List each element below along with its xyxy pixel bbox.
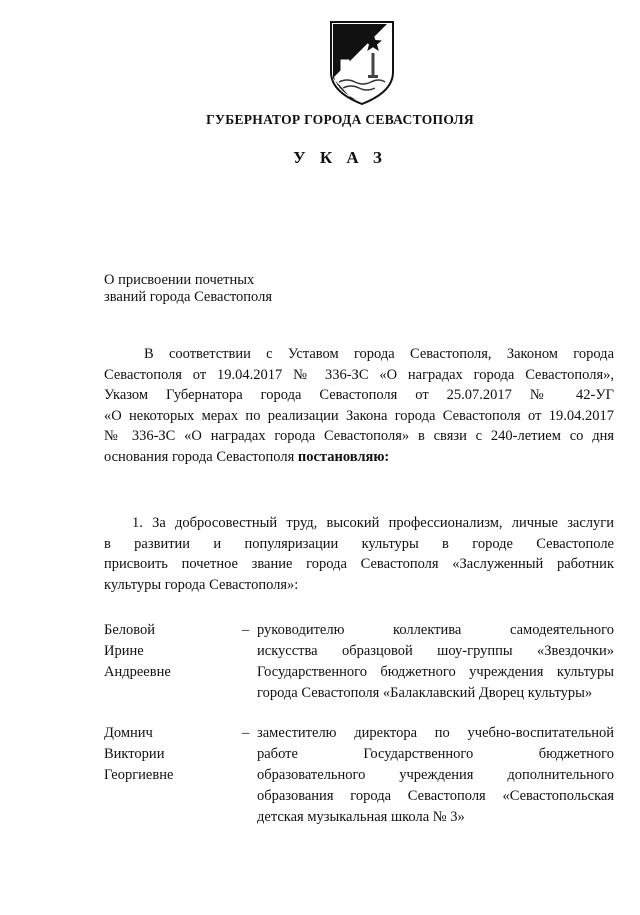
preamble-line: В соответствии с Уставом города Севастополя, Законом города xyxy=(144,346,614,362)
awardee-description xyxy=(257,723,614,828)
sevastopol-coat-of-arms-icon xyxy=(327,20,397,108)
awardee-dash: – xyxy=(242,725,250,741)
issuer-title: ГУБЕРНАТОР ГОРОДА СЕВАСТОПОЛЯ xyxy=(206,112,474,127)
preamble-line: Севастополя от 19.04.2017 № 336-ЗС «О наградах города Севастополя», xyxy=(104,366,614,383)
decree-subject xyxy=(104,272,272,306)
subject-line: О присвоении почетных xyxy=(104,272,255,288)
item-1-line: 1. За добросовестный труд, высокий профессионализм, личные заслуги xyxy=(132,515,614,531)
awardee-name xyxy=(104,620,234,683)
awardee-desc-line: заместителю директора по учебно-воспитательной xyxy=(257,725,614,741)
subject-line: званий города Севастополя xyxy=(104,289,273,305)
awardee-entry xyxy=(104,620,614,710)
item-1-line: в развитии и популяризации культуры в городе Севастополе xyxy=(104,535,614,552)
awardee-name-line: Виктории xyxy=(104,746,165,762)
awardee-name xyxy=(104,723,234,786)
document-type-title: У К А З xyxy=(293,148,387,167)
awardee-desc-line: искусства образцовой шоу-группы «Звездочки» xyxy=(257,643,614,659)
awardee-description xyxy=(257,620,614,704)
preamble-line: № 336-ЗС «О наградах города Севастополя» в связи с 240-летием со дня xyxy=(104,428,614,444)
operative-keyword-colon: : xyxy=(384,448,390,465)
awardee-name-line: Андреевне xyxy=(104,664,171,680)
awardee-name-line: Беловой xyxy=(104,622,156,638)
preamble-last-line xyxy=(104,447,614,468)
preamble-line: Указом Губернатора города Севастополя от 25.07.2017 № 42-УГ xyxy=(104,387,614,403)
awardee-desc-line: образования города Севастополя «Севастопольская xyxy=(257,788,614,804)
awardee-desc-line: города Севастополя «Балаклавский Дворец культуры» xyxy=(257,685,593,701)
awardee-entry xyxy=(104,723,614,833)
preamble-line: «О некоторых мерах по реализации Закона города Севастополя от 19.04.2017 xyxy=(104,407,614,424)
awardee-desc-line: Государственного бюджетного учреждения культуры xyxy=(257,664,614,680)
awardee-name-line: Домнич xyxy=(104,725,153,741)
operative-keyword: постановляю xyxy=(297,448,385,465)
awardee-dash: – xyxy=(242,622,250,638)
awardee-name-line: Ирине xyxy=(104,643,144,659)
awardee-desc-line: работе Государственного бюджетного xyxy=(257,746,614,762)
awardee-desc-line: образовательного учреждения дополнительного xyxy=(257,767,614,783)
awardee-desc-line: руководителю коллектива самодеятельного xyxy=(257,622,614,638)
awardee-name-line: Георгиевне xyxy=(104,767,174,783)
preamble-line: основания города Севастополя xyxy=(104,448,295,465)
preamble-paragraph xyxy=(104,344,614,467)
item-1-line: присвоить почетное звание города Севастополя «Заслуженный работник xyxy=(104,556,614,572)
item-1-paragraph xyxy=(104,513,614,595)
item-1-line: культуры города Севастополя»: xyxy=(104,576,299,593)
awardee-desc-line: детская музыкальная школа № 3» xyxy=(257,809,465,825)
